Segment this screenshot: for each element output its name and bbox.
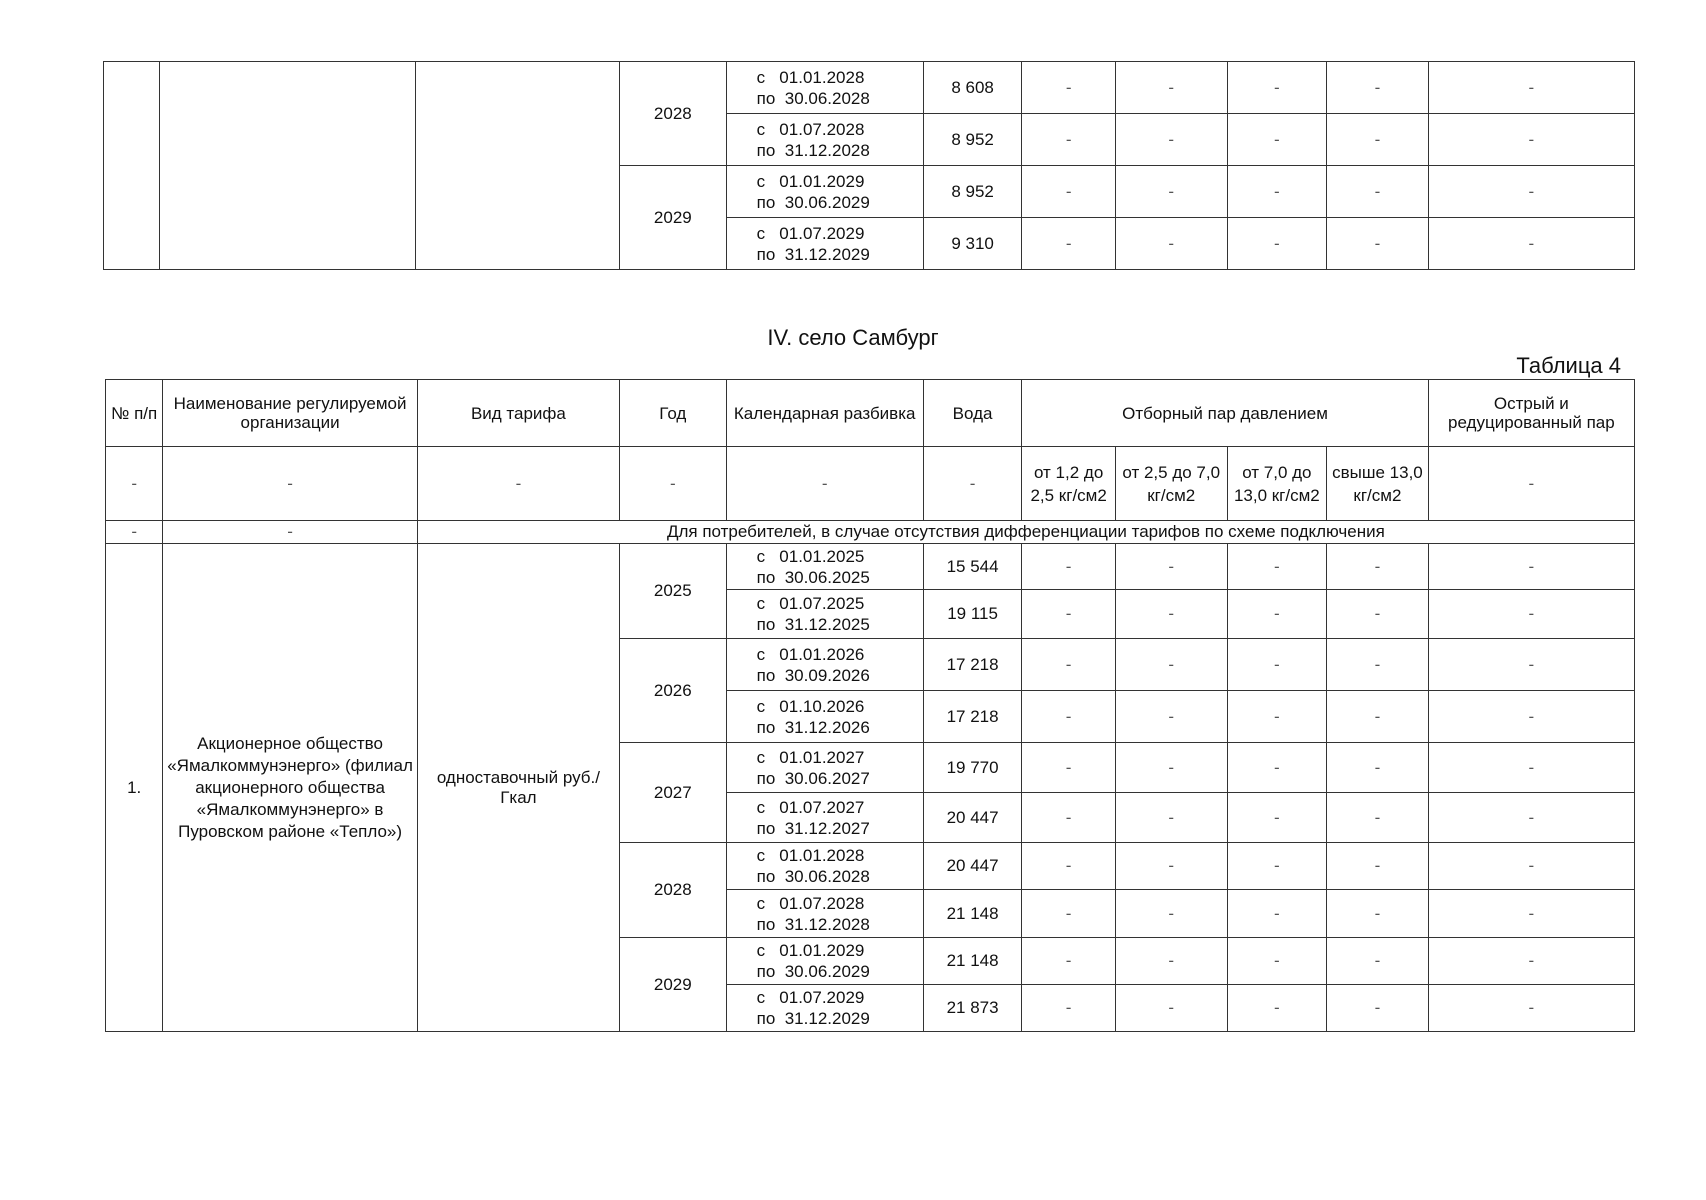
dash-cell: - bbox=[106, 447, 163, 521]
period-from: с 01.07.2028 bbox=[756, 893, 865, 913]
dash-cell: - bbox=[1428, 166, 1634, 218]
header-sharp-steam: Острый и редуцированный пар bbox=[1428, 380, 1634, 447]
dash-cell: - bbox=[1327, 938, 1429, 985]
dash-cell: - bbox=[1227, 938, 1327, 985]
dash-cell: - bbox=[1022, 843, 1116, 890]
dash-cell: - bbox=[1227, 590, 1327, 639]
header-year: Год bbox=[620, 380, 727, 447]
subheader-row bbox=[106, 447, 1635, 521]
water-value: 17 218 bbox=[923, 639, 1022, 691]
year-cell: 2025 bbox=[620, 544, 727, 639]
dash-cell: - bbox=[1022, 938, 1116, 985]
dash-cell: - bbox=[1428, 985, 1634, 1032]
period-cell bbox=[726, 691, 923, 743]
dash-cell: - bbox=[1022, 793, 1116, 843]
period-to: по 31.12.2025 bbox=[756, 615, 870, 634]
period-from: с 01.07.2029 bbox=[756, 223, 865, 243]
dash-cell: - bbox=[1327, 843, 1429, 890]
table-number: Таблица 4 bbox=[1516, 353, 1621, 378]
header-pressure-3: от 7,0 до 13,0 кг/см2 bbox=[1227, 447, 1327, 521]
dash-cell: - bbox=[1428, 590, 1634, 639]
dash-cell: - bbox=[1022, 62, 1116, 114]
header-pressure-2: от 2,5 до 7,0 кг/см2 bbox=[1115, 447, 1227, 521]
year-cell: 2028 bbox=[620, 843, 727, 938]
header-tariff-type: Вид тарифа bbox=[417, 380, 619, 447]
header-num: № п/п bbox=[106, 380, 163, 447]
period-to: по 31.12.2027 bbox=[756, 818, 870, 838]
tariff-table-body bbox=[106, 544, 1635, 1032]
dash-cell: - bbox=[726, 447, 923, 521]
period-cell bbox=[726, 218, 923, 270]
dash-cell: - bbox=[1428, 447, 1634, 521]
table-row bbox=[106, 544, 1635, 590]
water-value: 21 148 bbox=[923, 938, 1022, 985]
water-value: 17 218 bbox=[923, 691, 1022, 743]
header-water: Вода bbox=[923, 380, 1022, 447]
header-row bbox=[106, 380, 1635, 447]
dash-cell: - bbox=[1022, 743, 1116, 793]
dash-cell: - bbox=[1227, 691, 1327, 743]
empty-cell bbox=[415, 62, 619, 270]
period-from: с 01.07.2029 bbox=[756, 988, 865, 1007]
row-number: 1. bbox=[106, 544, 163, 1032]
dash-cell: - bbox=[163, 447, 417, 521]
dash-cell: - bbox=[620, 447, 727, 521]
dash-cell: - bbox=[1115, 639, 1227, 691]
period-cell bbox=[726, 985, 923, 1032]
header-pressure-1: от 1,2 до 2,5 кг/см2 bbox=[1022, 447, 1116, 521]
dash-cell: - bbox=[1022, 590, 1116, 639]
dash-cell: - bbox=[1115, 985, 1227, 1032]
period-cell bbox=[726, 62, 923, 114]
dash-cell: - bbox=[1115, 793, 1227, 843]
water-value: 8 608 bbox=[923, 62, 1022, 114]
dash-cell: - bbox=[923, 447, 1022, 521]
dash-cell: - bbox=[1327, 62, 1429, 114]
empty-cell bbox=[104, 62, 160, 270]
dash-cell: - bbox=[1428, 890, 1634, 938]
organization-name: Акционерное общество «Ямалкоммунэнерго» (филиал акционерного общества «Ямалкоммунэнерго» в Пуровском районе «Тепло») bbox=[163, 544, 417, 1032]
dash-cell: - bbox=[1428, 218, 1634, 270]
dash-cell: - bbox=[1428, 639, 1634, 691]
dash-cell: - bbox=[1327, 691, 1429, 743]
water-value: 8 952 bbox=[923, 114, 1022, 166]
period-from: с 01.07.2027 bbox=[756, 797, 865, 817]
dash-cell: - bbox=[1428, 843, 1634, 890]
period-from: с 01.01.2027 bbox=[756, 747, 865, 767]
period-to: по 31.12.2029 bbox=[756, 244, 870, 264]
dash-cell: - bbox=[1115, 691, 1227, 743]
dash-cell: - bbox=[1428, 793, 1634, 843]
period-cell bbox=[726, 793, 923, 843]
dash-cell: - bbox=[1115, 843, 1227, 890]
header-steam: Отборный пар давлением bbox=[1022, 380, 1428, 447]
year-cell: 2028 bbox=[620, 62, 727, 166]
dash-cell: - bbox=[1227, 985, 1327, 1032]
period-from: с 01.01.2029 bbox=[756, 941, 865, 960]
dash-cell: - bbox=[1327, 743, 1429, 793]
period-to: по 31.12.2028 bbox=[756, 914, 870, 934]
period-cell bbox=[726, 166, 923, 218]
dash-cell: - bbox=[1428, 544, 1634, 590]
period-to: по 31.12.2026 bbox=[756, 717, 870, 737]
dash-cell: - bbox=[1115, 743, 1227, 793]
dash-cell: - bbox=[1022, 691, 1116, 743]
water-value: 19 770 bbox=[923, 743, 1022, 793]
period-cell bbox=[726, 544, 923, 590]
period-cell bbox=[726, 843, 923, 890]
dash-cell: - bbox=[1022, 890, 1116, 938]
period-to: по 30.06.2028 bbox=[756, 88, 870, 108]
period-from: с 01.01.2026 bbox=[756, 644, 865, 664]
consumer-note: Для потребителей, в случае отсутствия дифференциации тарифов по схеме подключения bbox=[417, 521, 1634, 544]
dash-cell: - bbox=[417, 447, 619, 521]
dash-cell: - bbox=[1327, 590, 1429, 639]
continuation-table-body bbox=[104, 62, 1635, 270]
dash-cell: - bbox=[1115, 938, 1227, 985]
period-to: по 30.06.2029 bbox=[756, 962, 870, 981]
header-pressure-4: свыше 13,0 кг/см2 bbox=[1327, 447, 1429, 521]
dash-cell: - bbox=[1428, 114, 1634, 166]
water-value: 20 447 bbox=[923, 793, 1022, 843]
dash-cell: - bbox=[1115, 544, 1227, 590]
dash-cell: - bbox=[1022, 218, 1116, 270]
period-to: по 31.12.2029 bbox=[756, 1009, 870, 1028]
water-value: 15 544 bbox=[923, 544, 1022, 590]
period-cell bbox=[726, 590, 923, 639]
period-to: по 30.06.2027 bbox=[756, 768, 870, 788]
dash-cell: - bbox=[1115, 218, 1227, 270]
dash-cell: - bbox=[1115, 114, 1227, 166]
dash-cell: - bbox=[1227, 639, 1327, 691]
dash-cell: - bbox=[1115, 62, 1227, 114]
dash-cell: - bbox=[163, 521, 417, 544]
dash-cell: - bbox=[1327, 114, 1429, 166]
dash-cell: - bbox=[1022, 985, 1116, 1032]
period-from: с 01.07.2025 bbox=[756, 594, 865, 613]
water-value: 9 310 bbox=[923, 218, 1022, 270]
dash-cell: - bbox=[1115, 590, 1227, 639]
period-from: с 01.01.2028 bbox=[756, 67, 865, 87]
dash-cell: - bbox=[1227, 793, 1327, 843]
header-org: Наименование регулируемой организации bbox=[163, 380, 417, 447]
dash-cell: - bbox=[1428, 691, 1634, 743]
dash-cell: - bbox=[1227, 166, 1327, 218]
dash-cell: - bbox=[1428, 743, 1634, 793]
water-value: 8 952 bbox=[923, 166, 1022, 218]
dash-cell: - bbox=[1227, 62, 1327, 114]
year-cell: 2029 bbox=[620, 166, 727, 270]
period-cell bbox=[726, 743, 923, 793]
note-row bbox=[106, 521, 1635, 544]
dash-cell: - bbox=[1327, 166, 1429, 218]
dash-cell: - bbox=[1227, 743, 1327, 793]
period-cell bbox=[726, 114, 923, 166]
dash-cell: - bbox=[1227, 843, 1327, 890]
period-to: по 30.06.2028 bbox=[756, 867, 870, 886]
section-title: IV. село Самбург bbox=[767, 325, 939, 350]
water-value: 19 115 bbox=[923, 590, 1022, 639]
dash-cell: - bbox=[1428, 938, 1634, 985]
period-cell bbox=[726, 639, 923, 691]
dash-cell: - bbox=[106, 521, 163, 544]
period-to: по 30.06.2025 bbox=[756, 567, 870, 587]
period-cell bbox=[726, 890, 923, 938]
year-cell: 2027 bbox=[620, 743, 727, 843]
dash-cell: - bbox=[1327, 544, 1429, 590]
header-calendar: Календарная разбивка bbox=[726, 380, 923, 447]
period-from: с 01.01.2028 bbox=[756, 846, 865, 865]
dash-cell: - bbox=[1022, 114, 1116, 166]
dash-cell: - bbox=[1227, 544, 1327, 590]
dash-cell: - bbox=[1327, 793, 1429, 843]
water-value: 20 447 bbox=[923, 843, 1022, 890]
dash-cell: - bbox=[1022, 639, 1116, 691]
dash-cell: - bbox=[1327, 985, 1429, 1032]
period-from: с 01.01.2029 bbox=[756, 171, 865, 191]
water-value: 21 148 bbox=[923, 890, 1022, 938]
year-cell: 2026 bbox=[620, 639, 727, 743]
period-to: по 30.09.2026 bbox=[756, 665, 870, 685]
table-row bbox=[104, 62, 1635, 114]
dash-cell: - bbox=[1227, 890, 1327, 938]
dash-cell: - bbox=[1428, 62, 1634, 114]
continuation-table bbox=[103, 61, 1635, 270]
dash-cell: - bbox=[1022, 166, 1116, 218]
period-to: по 30.06.2029 bbox=[756, 192, 870, 212]
tariff-table bbox=[105, 379, 1635, 1032]
water-value: 21 873 bbox=[923, 985, 1022, 1032]
year-cell: 2029 bbox=[620, 938, 727, 1032]
empty-cell bbox=[160, 62, 416, 270]
dash-cell: - bbox=[1115, 166, 1227, 218]
dash-cell: - bbox=[1327, 639, 1429, 691]
dash-cell: - bbox=[1022, 544, 1116, 590]
dash-cell: - bbox=[1227, 114, 1327, 166]
period-from: с 01.10.2026 bbox=[756, 696, 865, 716]
period-cell bbox=[726, 938, 923, 985]
dash-cell: - bbox=[1327, 218, 1429, 270]
dash-cell: - bbox=[1327, 890, 1429, 938]
dash-cell: - bbox=[1115, 890, 1227, 938]
period-from: с 01.07.2028 bbox=[756, 119, 865, 139]
period-from: с 01.01.2025 bbox=[756, 546, 865, 566]
dash-cell: - bbox=[1227, 218, 1327, 270]
period-to: по 31.12.2028 bbox=[756, 140, 870, 160]
tariff-type: одноставочный руб./Гкал bbox=[417, 544, 619, 1032]
